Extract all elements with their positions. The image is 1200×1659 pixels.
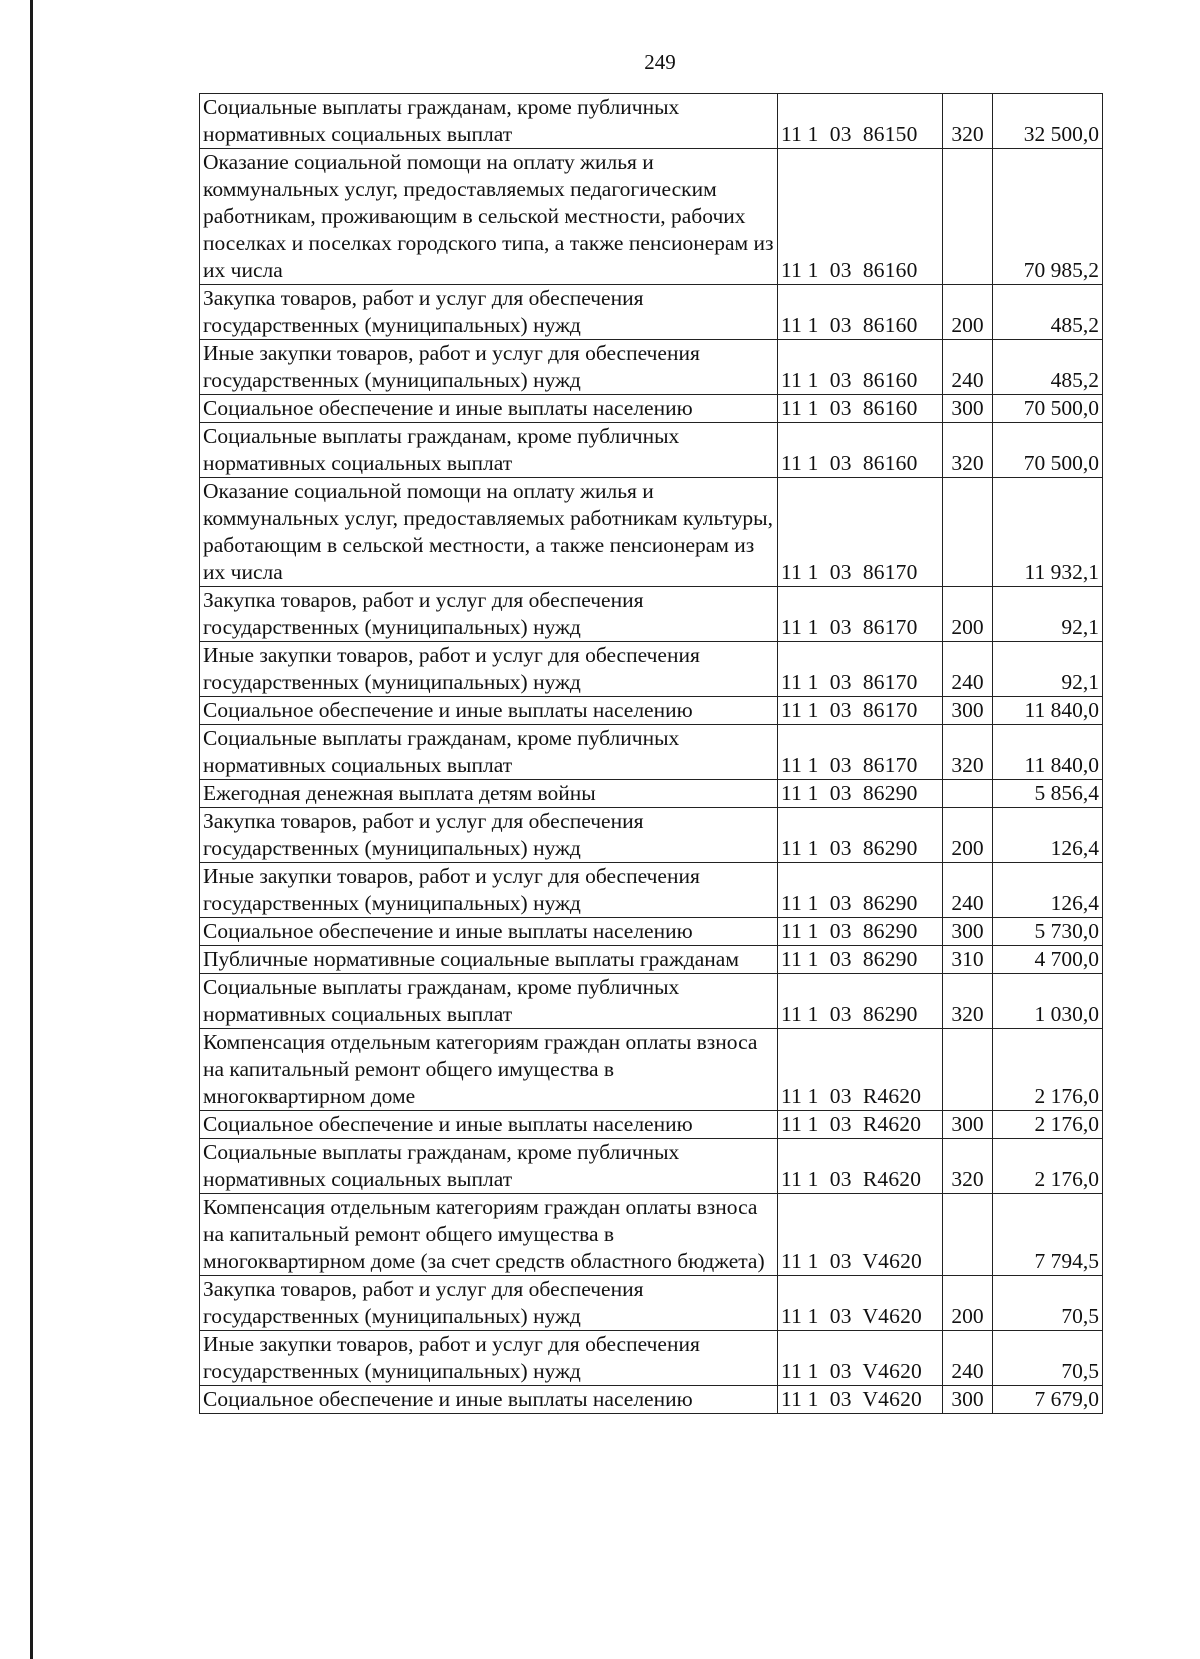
row-expense-type-cell: 240 [943,863,993,918]
row-name-cell: Закупка товаров, работ и услуг для обеспечения государственных (муниципальных) нужд [200,285,778,340]
row-expense-type-cell: 200 [943,1276,993,1331]
table-row [200,697,1103,725]
row-expense-type-cell [943,1029,993,1111]
row-name-cell: Публичные нормативные социальные выплаты гражданам [200,946,778,974]
table-row [200,340,1103,395]
table-row [200,1386,1103,1414]
table-row [200,94,1103,149]
row-sum-cell: 70,5 [993,1276,1103,1331]
table-row [200,974,1103,1029]
row-sum-cell: 485,2 [993,340,1103,395]
row-name-cell: Социальные выплаты гражданам, кроме публичных нормативных социальных выплат [200,974,778,1029]
row-sum-cell: 126,4 [993,808,1103,863]
row-code-cell: 11 1 03 86160 [778,395,943,423]
row-sum-cell: 70 500,0 [993,395,1103,423]
row-sum-cell: 126,4 [993,863,1103,918]
row-expense-type-cell: 300 [943,1386,993,1414]
row-sum-cell: 70 985,2 [993,149,1103,285]
row-name-cell: Закупка товаров, работ и услуг для обеспечения государственных (муниципальных) нужд [200,587,778,642]
row-expense-type-cell: 240 [943,340,993,395]
row-name-cell: Компенсация отдельным категориям граждан оплаты взноса на капитальный ремонт общего имущества в многоквартирном доме [200,1029,778,1111]
row-code-cell: 11 1 03 86290 [778,863,943,918]
row-code-cell: 11 1 03 86150 [778,94,943,149]
row-name-cell: Социальное обеспечение и иные выплаты населению [200,918,778,946]
row-sum-cell: 1 030,0 [993,974,1103,1029]
row-sum-cell: 11 840,0 [993,697,1103,725]
row-code-cell: 11 1 03 86170 [778,642,943,697]
row-name-cell: Социальное обеспечение и иные выплаты населению [200,697,778,725]
row-expense-type-cell [943,780,993,808]
table-row [200,395,1103,423]
table-row [200,918,1103,946]
row-expense-type-cell [943,149,993,285]
row-code-cell: 11 1 03 R4620 [778,1139,943,1194]
row-expense-type-cell: 300 [943,395,993,423]
row-code-cell: 11 1 03 86160 [778,149,943,285]
row-sum-cell: 5 856,4 [993,780,1103,808]
row-name-cell: Иные закупки товаров, работ и услуг для обеспечения государственных (муниципальных) нужд [200,642,778,697]
row-name-cell: Компенсация отдельным категориям граждан оплаты взноса на капитальный ремонт общего имущества в многоквартирном доме (за счет средств областного бюджета) [200,1194,778,1276]
row-sum-cell: 2 176,0 [993,1029,1103,1111]
row-sum-cell: 2 176,0 [993,1111,1103,1139]
row-sum-cell: 11 932,1 [993,478,1103,587]
row-sum-cell: 7 794,5 [993,1194,1103,1276]
row-expense-type-cell: 200 [943,285,993,340]
row-expense-type-cell: 300 [943,918,993,946]
row-name-cell: Закупка товаров, работ и услуг для обеспечения государственных (муниципальных) нужд [200,808,778,863]
row-code-cell: 11 1 03 V4620 [778,1194,943,1276]
row-code-cell: 11 1 03 86290 [778,780,943,808]
row-name-cell: Социальное обеспечение и иные выплаты населению [200,1111,778,1139]
table-row [200,149,1103,285]
row-code-cell: 11 1 03 86290 [778,808,943,863]
row-code-cell: 11 1 03 86290 [778,974,943,1029]
row-code-cell: 11 1 03 86160 [778,423,943,478]
table-row [200,780,1103,808]
row-expense-type-cell: 320 [943,1139,993,1194]
table-row [200,478,1103,587]
row-code-cell: 11 1 03 86170 [778,697,943,725]
row-code-cell: 11 1 03 R4620 [778,1029,943,1111]
row-name-cell: Социальные выплаты гражданам, кроме публичных нормативных социальных выплат [200,94,778,149]
table-row [200,946,1103,974]
row-name-cell: Оказание социальной помощи на оплату жилья и коммунальных услуг, предоставляемых работникам культуры, работающим в сельской местности, а также пенсионерам из их числа [200,478,778,587]
table-row [200,1111,1103,1139]
row-sum-cell: 92,1 [993,587,1103,642]
budget-table [199,93,1103,1414]
scan-edge-line [30,0,33,1659]
row-sum-cell: 92,1 [993,642,1103,697]
row-expense-type-cell: 200 [943,808,993,863]
row-name-cell: Социальные выплаты гражданам, кроме публичных нормативных социальных выплат [200,1139,778,1194]
row-code-cell: 11 1 03 R4620 [778,1111,943,1139]
row-code-cell: 11 1 03 86170 [778,587,943,642]
row-sum-cell: 32 500,0 [993,94,1103,149]
row-expense-type-cell [943,478,993,587]
table-row [200,725,1103,780]
row-name-cell: Социальные выплаты гражданам, кроме публичных нормативных социальных выплат [200,423,778,478]
row-sum-cell: 70 500,0 [993,423,1103,478]
row-sum-cell: 4 700,0 [993,946,1103,974]
row-name-cell: Ежегодная денежная выплата детям войны [200,780,778,808]
row-sum-cell: 11 840,0 [993,725,1103,780]
row-code-cell: 11 1 03 86160 [778,285,943,340]
row-code-cell: 11 1 03 86160 [778,340,943,395]
budget-table-body [200,94,1103,1414]
row-sum-cell: 485,2 [993,285,1103,340]
table-row [200,642,1103,697]
row-expense-type-cell: 300 [943,697,993,725]
row-code-cell: 11 1 03 V4620 [778,1386,943,1414]
row-code-cell: 11 1 03 V4620 [778,1331,943,1386]
row-expense-type-cell: 240 [943,642,993,697]
row-expense-type-cell: 320 [943,725,993,780]
row-code-cell: 11 1 03 86170 [778,725,943,780]
table-row [200,808,1103,863]
row-expense-type-cell: 320 [943,974,993,1029]
row-name-cell: Иные закупки товаров, работ и услуг для обеспечения государственных (муниципальных) нужд [200,1331,778,1386]
row-expense-type-cell [943,1194,993,1276]
row-name-cell: Социальное обеспечение и иные выплаты населению [200,395,778,423]
row-sum-cell: 5 730,0 [993,918,1103,946]
row-code-cell: 11 1 03 86290 [778,946,943,974]
row-name-cell: Иные закупки товаров, работ и услуг для обеспечения государственных (муниципальных) нужд [200,863,778,918]
row-name-cell: Иные закупки товаров, работ и услуг для обеспечения государственных (муниципальных) нужд [200,340,778,395]
row-expense-type-cell: 320 [943,94,993,149]
table-row [200,1276,1103,1331]
row-code-cell: 11 1 03 86290 [778,918,943,946]
row-sum-cell: 70,5 [993,1331,1103,1386]
row-expense-type-cell: 200 [943,587,993,642]
page-number: 249 [644,50,676,74]
table-row [200,1331,1103,1386]
row-expense-type-cell: 300 [943,1111,993,1139]
row-name-cell: Оказание социальной помощи на оплату жилья и коммунальных услуг, предоставляемых педагогическим работникам, проживающим в сельской местности, рабочих поселках и поселках городского типа, а также пенсионерам из их числа [200,149,778,285]
row-sum-cell: 2 176,0 [993,1139,1103,1194]
row-expense-type-cell: 320 [943,423,993,478]
row-expense-type-cell: 240 [943,1331,993,1386]
row-expense-type-cell: 310 [943,946,993,974]
table-row [200,1194,1103,1276]
row-sum-cell: 7 679,0 [993,1386,1103,1414]
row-code-cell: 11 1 03 86170 [778,478,943,587]
table-row [200,1029,1103,1111]
table-row [200,285,1103,340]
row-code-cell: 11 1 03 V4620 [778,1276,943,1331]
table-row [200,863,1103,918]
row-name-cell: Социальное обеспечение и иные выплаты населению [200,1386,778,1414]
table-row [200,587,1103,642]
table-row [200,423,1103,478]
row-name-cell: Социальные выплаты гражданам, кроме публичных нормативных социальных выплат [200,725,778,780]
table-row [200,1139,1103,1194]
row-name-cell: Закупка товаров, работ и услуг для обеспечения государственных (муниципальных) нужд [200,1276,778,1331]
